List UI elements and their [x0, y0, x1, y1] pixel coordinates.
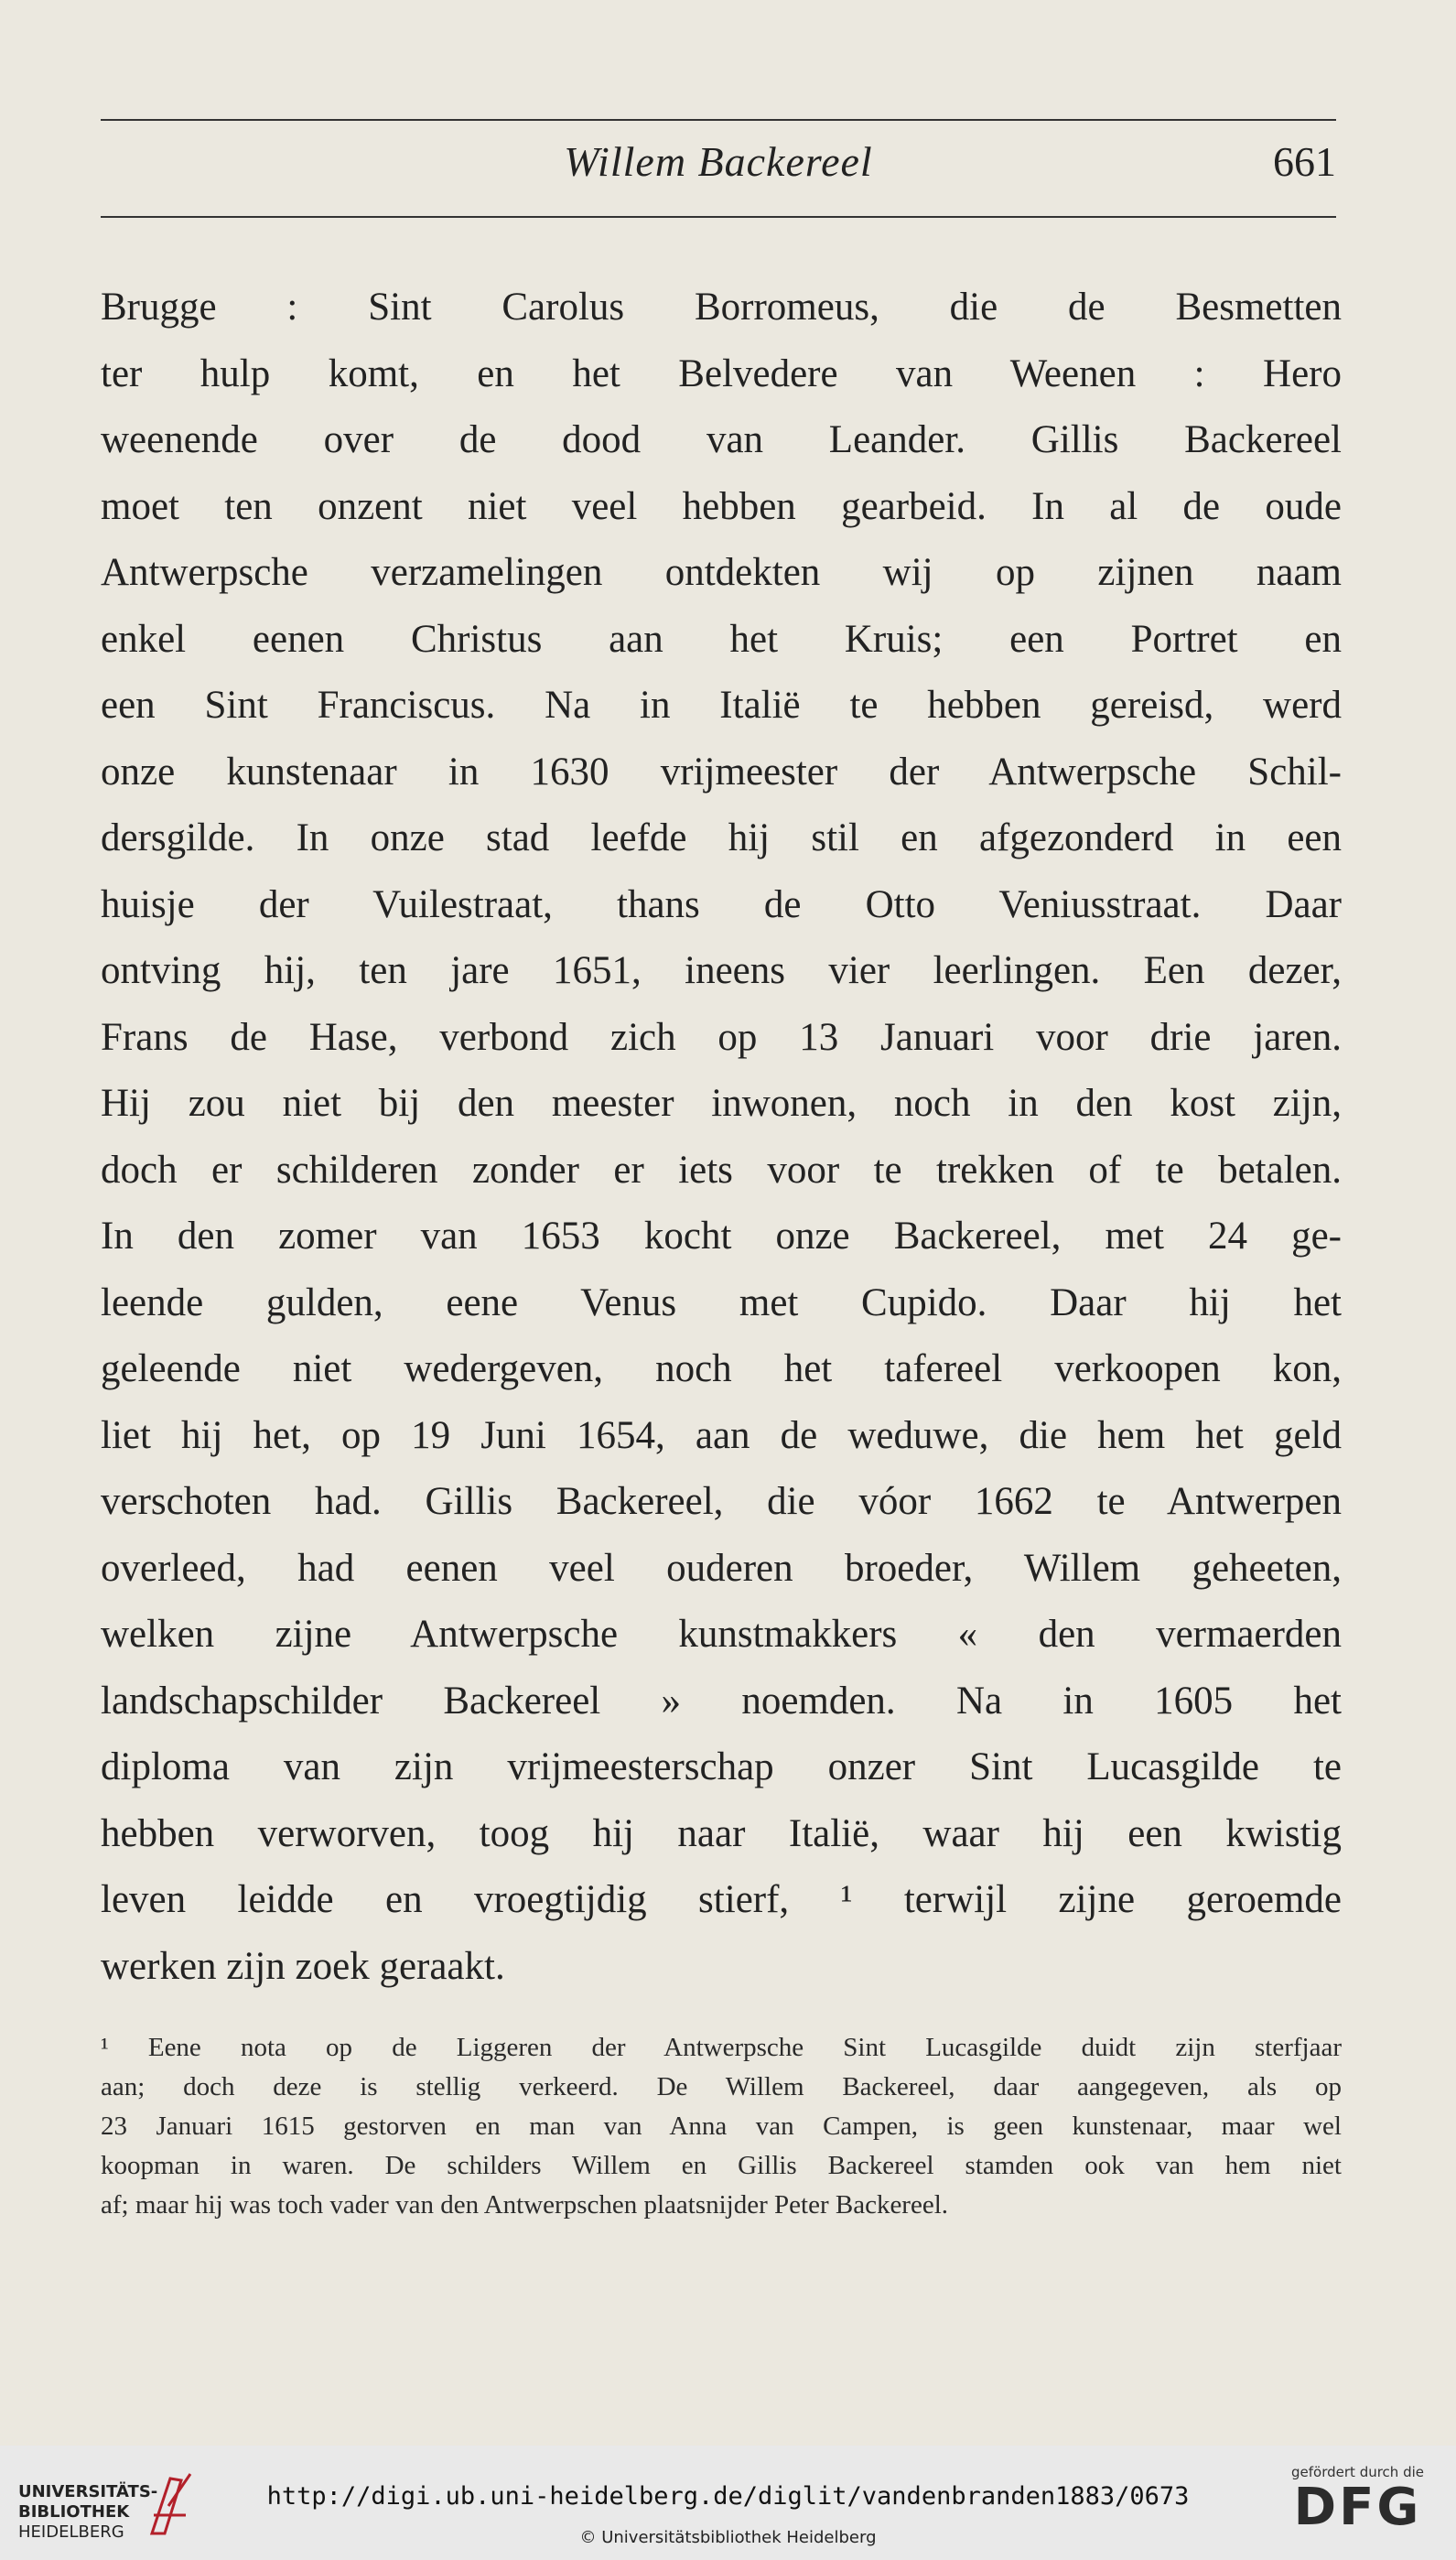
body-line: een Sint Franciscus. Na in Italië te hebben gereisd, werd	[101, 684, 1342, 727]
header-bottom-rule	[101, 216, 1336, 218]
body-line: verschoten had. Gillis Backereel, die vóor 1662 te Antwerpen	[101, 1480, 1342, 1523]
library-line-3: HEIDELBERG	[18, 2522, 124, 2542]
running-header	[101, 137, 1336, 201]
library-line-1: UNIVERSITÄTS-	[18, 2482, 158, 2501]
body-line: ter hulp komt, en het Belvedere van Weenen : Hero	[101, 351, 1342, 395]
body-line: enkel eenen Christus aan het Kruis; een Portret en	[101, 617, 1342, 661]
body-line: weenende over de dood van Leander. Gillis Backereel	[101, 418, 1342, 461]
body-text	[101, 275, 1342, 2000]
body-line: welken zijne Antwerpsche kunstmakkers « den vermaerden	[101, 1613, 1342, 1656]
funding-caption: gefördert durch die	[1291, 2464, 1424, 2480]
footnotes	[101, 2028, 1342, 2225]
dfg-logo: DFG	[1293, 2478, 1422, 2537]
permalink-url[interactable]: http://digi.ub.uni-heidelberg.de/diglit/vandenbranden1883/0673	[266, 2482, 1190, 2511]
body-line: hebben verworven, toog hij naar Italië, waar hij een kwistig	[101, 1811, 1342, 1855]
body-line: dersgilde. In onze stad leefde hij stil en afgezonderd in een	[101, 816, 1342, 859]
body-line: diploma van zijn vrijmeesterschap onzer Sint Lucasgilde te	[101, 1745, 1342, 1788]
body-line: onze kunstenaar in 1630 vrijmeester der Antwerpsche Schil-	[101, 750, 1342, 794]
body-line: Antwerpsche verzamelingen ontdekten wij op zijnen naam	[101, 551, 1342, 594]
footnote-line: af; maar hij was toch vader van den Antwerpschen plaatsnijder Peter Backereel.	[101, 2190, 949, 2220]
body-line: liet hij het, op 19 Juni 1654, aan de weduwe, die hem het geld	[101, 1413, 1342, 1457]
body-line: moet ten onzent niet veel hebben gearbeid. In al de oude	[101, 484, 1342, 528]
footnote-line: koopman in waren. De schilders Willem en Gillis Backereel stamden ook van hem niet	[101, 2151, 1342, 2180]
body-line: In den zomer van 1653 kocht onze Backereel, met 24 ge-	[101, 1215, 1342, 1258]
body-line: landschapschilder Backereel » noemden. Na in 1605 het	[101, 1679, 1342, 1723]
body-line: geleende niet wedergeven, noch het tafereel verkoopen kon,	[101, 1347, 1342, 1390]
body-line: ontving hij, ten jare 1651, ineens vier leerlingen. Een dezer,	[101, 949, 1342, 992]
body-line: doch er schilderen zonder er iets voor te trekken of te betalen.	[101, 1148, 1342, 1192]
footnote-line: aan; doch deze is stellig verkeerd. De Willem Backereel, daar aangegeven, als op	[101, 2072, 1342, 2101]
viewer-footer	[0, 2446, 1456, 2560]
body-line: werken zijn zoek geraakt.	[101, 1944, 505, 1988]
body-line: Frans de Hase, verbond zich op 13 Januari voor drie jaren.	[101, 1015, 1342, 1059]
body-line: Hij zou niet bij den meester inwonen, noch in den kost zijn,	[101, 1082, 1342, 1125]
funder-block	[1291, 2464, 1424, 2535]
body-line: leven leidde en vroegtijdig stierf, ¹ terwijl zijne geroemde	[101, 1878, 1342, 1921]
footnote-line: ¹ Eene nota op de Liggeren der Antwerpsche Sint Lucasgilde duidt zijn sterfjaar	[101, 2033, 1342, 2062]
running-title: Willem Backereel	[564, 138, 873, 185]
body-line: leende gulden, eene Venus met Cupido. Daar hij het	[101, 1280, 1342, 1324]
page-number: 661	[1273, 138, 1336, 185]
body-line: overleed, had eenen veel ouderen broeder, Willem geheeten,	[101, 1546, 1342, 1590]
library-line-2: BIBLIOTHEK	[18, 2502, 130, 2522]
footnote-line: 23 Januari 1615 gestorven en man van Anna van Campen, is geen kunstenaar, maar wel	[101, 2112, 1342, 2141]
copyright-notice: © Universitätsbibliothek Heidelberg	[579, 2528, 877, 2547]
header-top-rule	[101, 119, 1336, 121]
body-line: Brugge : Sint Carolus Borromeus, die de Besmetten	[101, 286, 1342, 329]
body-line: huisje der Vuilestraat, thans de Otto Veniusstraat. Daar	[101, 882, 1342, 926]
